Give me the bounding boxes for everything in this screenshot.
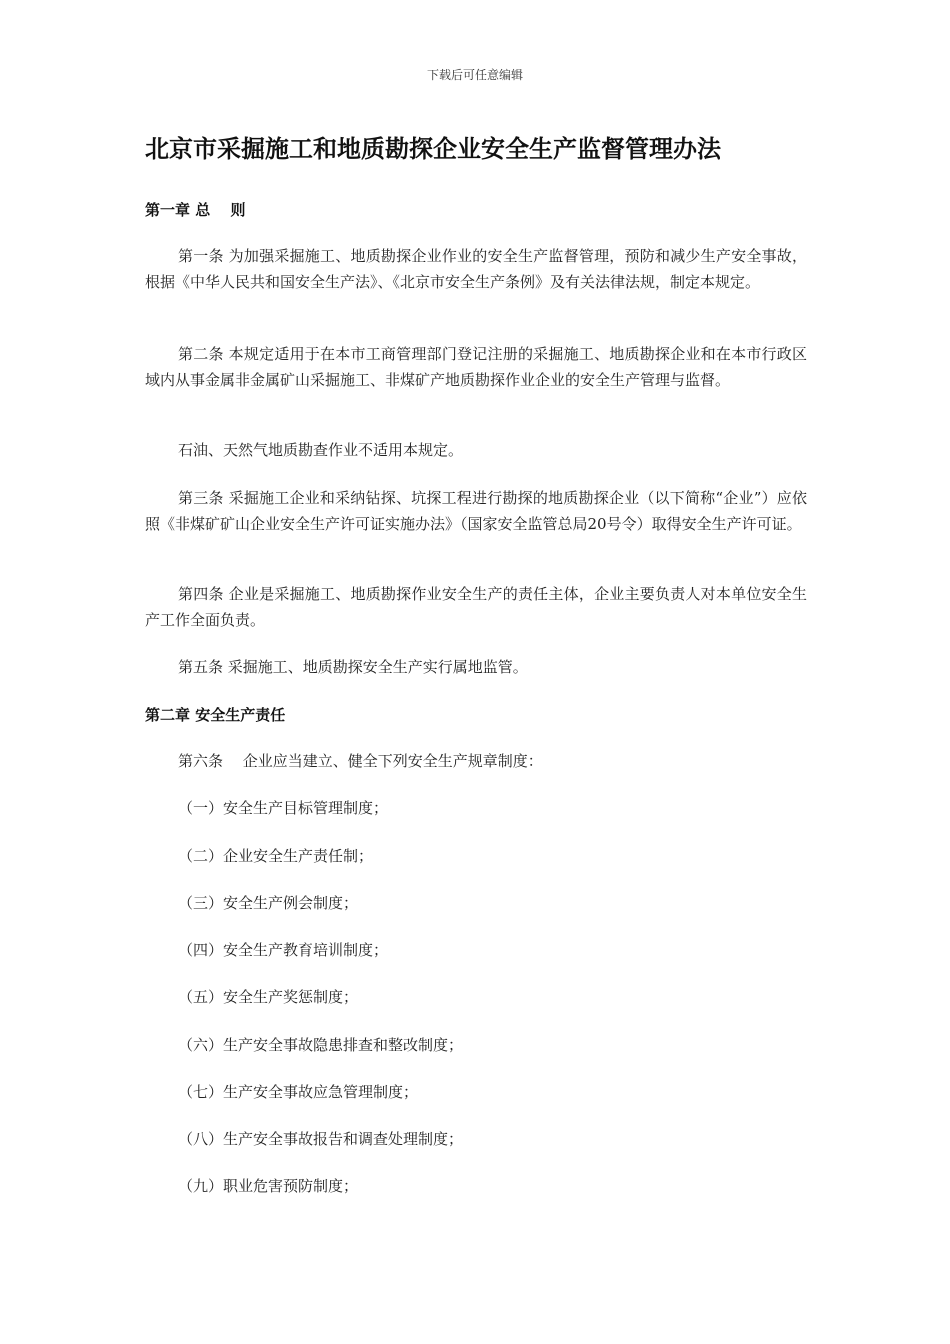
article-4: 第四条 企业是采掘施工、地质勘探作业安全生产的责任主体，企业主要负责人对本单位安全生产工作全面负责。 <box>145 585 807 629</box>
list-item: （六）生产安全事故隐患排查和整改制度； <box>178 1036 464 1054</box>
article-5: 第五条 采掘施工、地质勘探安全生产实行属地监管。 <box>178 658 528 676</box>
header-note: 下载后可任意编辑 <box>426 68 523 82</box>
article-6: 第六条 企业应当建立、健全下列安全生产规章制度： <box>178 752 543 770</box>
list-item: （二）企业安全生产责任制； <box>178 847 374 865</box>
article-1: 第一条 为加强采掘施工、地质勘探企业作业的安全生产监督管理，预防和减少生产安全事故，根据《中华人民共和国安全生产法》、《北京市安全生产条例》及有关法律法规，制定本规定。 <box>145 247 807 291</box>
list-item: （一）安全生产目标管理制度； <box>178 799 389 817</box>
document-title: 北京市采掘施工和地质勘探企业安全生产监督管理办法 <box>145 135 721 163</box>
list-item: （四）安全生产教育培训制度； <box>178 941 389 959</box>
chapter-1-heading: 第一章 总 则 <box>145 201 246 219</box>
list-item: （五）安全生产奖惩制度； <box>178 988 359 1006</box>
list-item: （八）生产安全事故报告和调查处理制度； <box>178 1130 464 1148</box>
article-2-note: 石油、天然气地质勘查作业不适用本规定。 <box>178 441 464 459</box>
article-2: 第二条 本规定适用于在本市工商管理部门登记注册的采掘施工、地质勘探企业和在本市行政区域内从事金属非金属矿山采掘施工、非煤矿产地质勘探作业企业的安全生产管理与监督。 <box>145 345 807 389</box>
list-item: （七）生产安全事故应急管理制度； <box>178 1083 419 1101</box>
list-item: （三）安全生产例会制度； <box>178 894 359 912</box>
article-3: 第三条 采掘施工企业和采纳钻探、坑探工程进行勘探的地质勘探企业（以下简称“企业”）应依照《非煤矿矿山企业安全生产许可证实施办法》（国家安全监管总局20号令）取得安全生产许可证。 <box>145 489 807 533</box>
chapter-2-heading: 第二章 安全生产责任 <box>145 706 286 724</box>
list-item: （九）职业危害预防制度； <box>178 1177 359 1195</box>
